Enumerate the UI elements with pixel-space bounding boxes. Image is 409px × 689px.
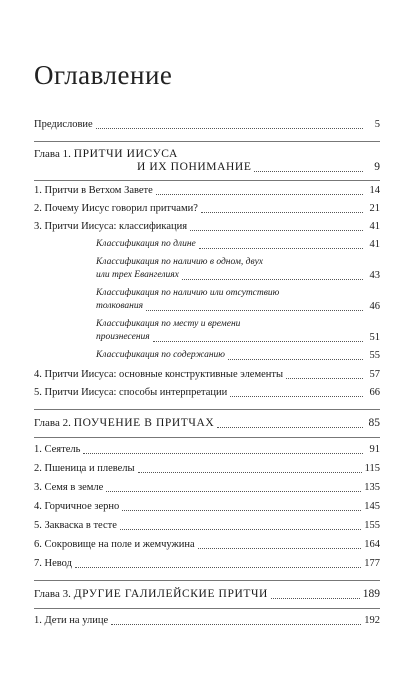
toc-subentry[interactable] bbox=[34, 318, 380, 344]
toc-entry[interactable] bbox=[34, 481, 380, 494]
entry-page: 9 bbox=[374, 161, 380, 173]
dot-leader bbox=[111, 618, 361, 625]
toc-subentry[interactable] bbox=[34, 349, 380, 362]
dot-leader bbox=[199, 242, 363, 249]
entry-text: Классификация по наличию в одном, двух bbox=[96, 257, 263, 267]
entry-text: Классификация по наличию или отсутствию bbox=[96, 288, 280, 298]
toc-subentry[interactable] bbox=[34, 238, 380, 251]
entry-text: Классификация по месту и времени bbox=[96, 319, 241, 329]
entry-page: 189 bbox=[362, 588, 380, 600]
toc-entry[interactable] bbox=[34, 462, 380, 475]
table-of-contents bbox=[34, 118, 380, 627]
entry-text: 1. Дети на улице bbox=[34, 615, 109, 626]
divider bbox=[34, 608, 380, 609]
toc-entry[interactable] bbox=[34, 368, 380, 381]
entry-text: 4. Горчичное зерно bbox=[34, 501, 120, 512]
toc-entry[interactable] bbox=[34, 500, 380, 513]
entry-text: 7. Невод bbox=[34, 558, 72, 569]
toc-subentry[interactable] bbox=[34, 256, 380, 282]
toc-entry[interactable] bbox=[34, 202, 380, 215]
dot-leader bbox=[198, 542, 362, 549]
entry-text: 3. Притчи Иисуса: классификация bbox=[34, 221, 188, 232]
divider bbox=[34, 141, 380, 142]
dot-leader bbox=[83, 447, 363, 454]
toc-entry-preface[interactable] bbox=[34, 118, 380, 131]
chapter-title: ДРУГИЕ ГАЛИЛЕЙСКИЕ ПРИТЧИ bbox=[73, 588, 268, 600]
chapter-number: Глава 1. bbox=[34, 148, 71, 160]
entry-page: 192 bbox=[364, 615, 380, 626]
entry-text: Классификация по содержанию bbox=[96, 350, 225, 360]
toc-entry[interactable] bbox=[34, 443, 380, 456]
entry-page: 41 bbox=[369, 221, 380, 232]
entry-page: 91 bbox=[369, 444, 380, 455]
dot-leader bbox=[75, 561, 361, 568]
dot-leader bbox=[286, 372, 363, 379]
entry-page: 14 bbox=[369, 185, 380, 196]
dot-leader bbox=[156, 188, 363, 195]
entry-text: 5. Закваска в тесте bbox=[34, 520, 117, 531]
page-title: Оглавление bbox=[34, 60, 173, 90]
dot-leader bbox=[254, 165, 363, 172]
entry-page: 145 bbox=[364, 501, 380, 512]
chapter-title: ПРИТЧИ ИИСУСА bbox=[73, 148, 178, 160]
entry-page: 164 bbox=[364, 539, 380, 550]
dot-leader bbox=[217, 421, 363, 428]
entry-page: 177 bbox=[364, 558, 380, 569]
entry-text: 6. Сокровище на поле и жемчужина bbox=[34, 539, 195, 550]
dot-leader bbox=[120, 523, 361, 530]
dot-leader bbox=[138, 466, 362, 473]
entry-text: Классификация по длине bbox=[96, 239, 196, 249]
dot-leader bbox=[122, 504, 361, 511]
entry-page: 43 bbox=[369, 270, 380, 281]
divider bbox=[34, 437, 380, 438]
entry-text: 3. Семя в земле bbox=[34, 482, 104, 493]
dot-leader bbox=[182, 273, 363, 280]
entry-page: 115 bbox=[364, 463, 380, 474]
entry-page: 85 bbox=[368, 417, 380, 429]
chapter-number: Глава 2. bbox=[34, 417, 71, 429]
toc-entry[interactable] bbox=[34, 386, 380, 399]
entry-text-line2: произнесения bbox=[96, 332, 150, 342]
divider bbox=[34, 580, 380, 581]
chapter-title-line2: И ИХ ПОНИМАНИЕ bbox=[137, 161, 252, 173]
entry-text: 4. Притчи Иисуса: основные конструктивные элементы bbox=[34, 369, 284, 380]
entry-page: 21 bbox=[369, 203, 380, 214]
toc-entry[interactable] bbox=[34, 220, 380, 233]
chapter-number: Глава 3. bbox=[34, 588, 71, 600]
toc-subentry[interactable] bbox=[34, 287, 380, 313]
toc-chapter-3[interactable] bbox=[34, 588, 380, 601]
entry-text: 2. Почему Иисус говорил притчами? bbox=[34, 203, 198, 214]
entry-page: 66 bbox=[369, 387, 380, 398]
entry-text: 5. Притчи Иисуса: способы интерпретации bbox=[34, 387, 228, 398]
entry-text: 2. Пшеница и плевелы bbox=[34, 463, 135, 474]
entry-text: 1. Притчи в Ветхом Завете bbox=[34, 185, 153, 196]
entry-text-line2: толкования bbox=[96, 301, 144, 311]
entry-page: 5 bbox=[374, 119, 380, 130]
toc-chapter-2[interactable] bbox=[34, 417, 380, 430]
dot-leader bbox=[106, 485, 361, 492]
entry-page: 155 bbox=[364, 520, 380, 531]
toc-entry[interactable] bbox=[34, 538, 380, 551]
toc-entry[interactable] bbox=[34, 184, 380, 197]
dot-leader bbox=[201, 206, 363, 213]
chapter-title: ПОУЧЕНИЕ В ПРИТЧАХ bbox=[73, 417, 215, 429]
divider bbox=[34, 409, 380, 410]
entry-page: 57 bbox=[369, 369, 380, 380]
toc-entry[interactable] bbox=[34, 614, 380, 627]
entry-page: 41 bbox=[369, 239, 380, 250]
entry-text: 1. Сеятель bbox=[34, 444, 81, 455]
dot-leader bbox=[190, 224, 363, 231]
toc-chapter-1[interactable] bbox=[34, 148, 380, 174]
dot-leader bbox=[228, 353, 363, 360]
dot-leader bbox=[153, 335, 363, 342]
dot-leader bbox=[96, 122, 363, 129]
entry-page: 46 bbox=[369, 301, 380, 312]
entry-page: 135 bbox=[364, 482, 380, 493]
divider bbox=[34, 180, 380, 181]
entry-page: 55 bbox=[369, 350, 380, 361]
entry-page: 51 bbox=[369, 332, 380, 343]
dot-leader bbox=[271, 592, 360, 599]
entry-text-line2: или трех Евангелиях bbox=[96, 270, 179, 280]
dot-leader bbox=[230, 390, 363, 397]
toc-entry[interactable] bbox=[34, 557, 380, 570]
dot-leader bbox=[146, 304, 363, 311]
toc-entry[interactable] bbox=[34, 519, 380, 532]
entry-text: Предисловие bbox=[34, 119, 93, 130]
